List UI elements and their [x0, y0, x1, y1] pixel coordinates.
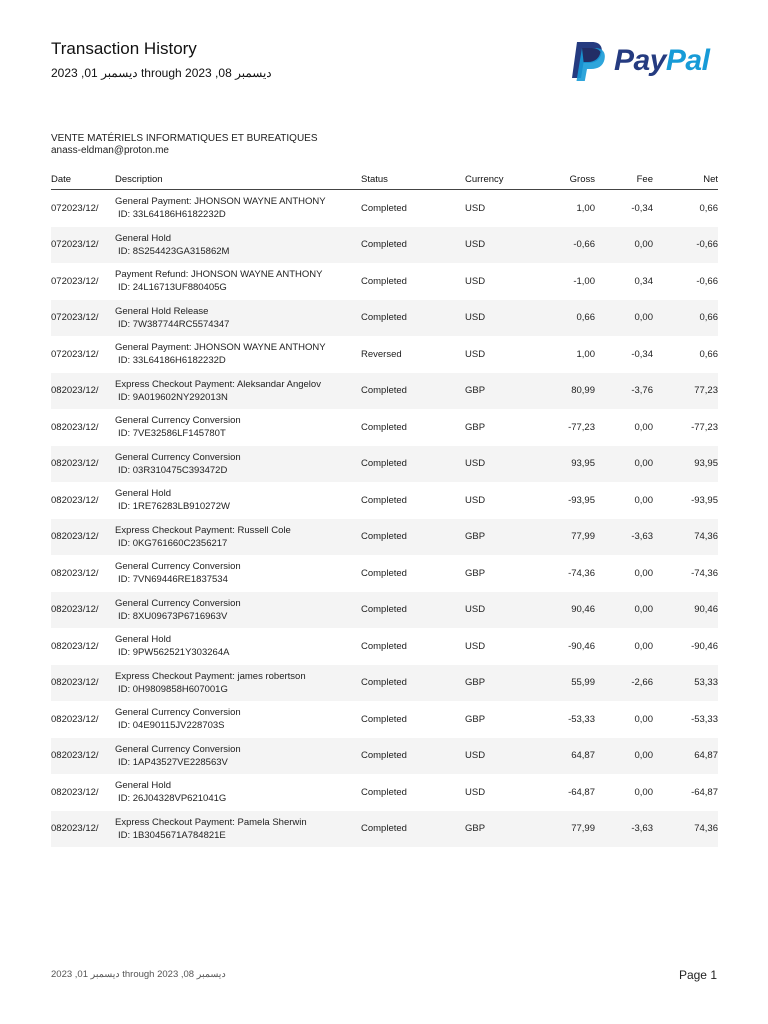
cell-gross: -77,23 [568, 421, 595, 433]
cell-currency: GBP [465, 567, 486, 579]
transaction-description: General Hold [115, 634, 171, 646]
cell-description [115, 336, 361, 373]
cell-date: 082023/12/ [51, 567, 99, 579]
cell-status: Completed [361, 300, 465, 337]
cell-date: 082023/12/ [51, 592, 115, 629]
transaction-description: General Hold [115, 232, 171, 244]
table-row [51, 446, 718, 483]
cell-description [115, 227, 361, 264]
cell-status: Completed [361, 373, 465, 410]
cell-status: Completed [361, 446, 465, 483]
cell-description [115, 592, 361, 629]
cell-net: -74,36 [691, 567, 718, 579]
col-net: Net [653, 170, 718, 190]
paypal-logo [568, 40, 740, 82]
cell-gross: -53,33 [568, 713, 595, 725]
cell-currency: USD [465, 300, 537, 337]
cell-fee: 0,00 [595, 738, 653, 775]
cell-net: -0,66 [696, 275, 718, 287]
cell-status: Completed [361, 421, 407, 433]
transaction-description: General Currency Conversion [115, 597, 241, 609]
footer-date-range: ديسمبر 01, 2023 through ديسمبر 08, 2023 [51, 969, 226, 980]
cell-fee: 0,00 [595, 227, 653, 264]
cell-currency: USD [465, 592, 537, 629]
transaction-id: ID: 0H9809858H607001G [118, 683, 228, 695]
merchant-name: VENTE MATÉRIELS INFORMATIQUES ET BUREATIQUES [51, 133, 318, 144]
transaction-id: ID: 0KG761660C2356217 [118, 537, 228, 549]
cell-currency: GBP [465, 421, 486, 433]
cell-date: 072023/12/ [51, 300, 115, 337]
transaction-description: General Hold Release [115, 305, 209, 317]
table-row [51, 227, 718, 264]
table-row [51, 592, 718, 629]
cell-date: 082023/12/ [51, 519, 115, 556]
cell-status: Completed [361, 738, 465, 775]
cell-fee: 0,00 [634, 567, 653, 579]
cell-date: 082023/12/ [51, 494, 99, 506]
cell-status: Completed [361, 665, 465, 702]
cell-description [115, 482, 361, 519]
cell-fee: 0,00 [634, 713, 653, 725]
transaction-id: ID: 8XU09673P6716963V [118, 610, 228, 622]
table-header-row [51, 170, 718, 190]
cell-date: 082023/12/ [51, 373, 115, 410]
cell-net: 0,66 [699, 202, 718, 214]
cell-description [115, 701, 361, 738]
cell-status: Completed [361, 567, 407, 579]
cell-description [115, 738, 361, 775]
transaction-description: General Currency Conversion [115, 451, 241, 463]
paypal-p-icon [568, 40, 608, 82]
cell-gross: -1,00 [573, 275, 595, 287]
cell-description [115, 774, 361, 811]
cell-net: -53,33 [691, 713, 718, 725]
cell-description [115, 665, 361, 702]
cell-status: Completed [361, 811, 465, 848]
table-row [51, 300, 718, 337]
cell-status: Reversed [361, 348, 402, 360]
transaction-description: General Currency Conversion [115, 707, 241, 719]
cell-description [115, 300, 361, 337]
cell-currency: USD [465, 446, 537, 483]
cell-date: 082023/12/ [51, 421, 99, 433]
transaction-description: General Payment: JHONSON WAYNE ANTHONY [115, 342, 326, 354]
cell-status: Completed [361, 592, 465, 629]
transaction-description: General Currency Conversion [115, 743, 241, 755]
cell-status: Completed [361, 227, 465, 264]
cell-net: 64,87 [653, 738, 718, 775]
cell-gross: -74,36 [568, 567, 595, 579]
cell-fee: 0,00 [634, 786, 653, 798]
cell-date: 072023/12/ [51, 202, 99, 214]
cell-gross: 77,99 [537, 519, 595, 556]
cell-date: 072023/12/ [51, 275, 99, 287]
cell-fee: 0,00 [595, 592, 653, 629]
cell-date: 082023/12/ [51, 640, 99, 652]
col-fee: Fee [595, 170, 653, 190]
cell-description [115, 628, 361, 665]
table-row [51, 701, 718, 738]
transaction-description: Payment Refund: JHONSON WAYNE ANTHONY [115, 269, 323, 281]
table-row [51, 336, 718, 373]
transaction-id: ID: 8S254423GA315862M [118, 245, 230, 257]
table-row [51, 774, 718, 811]
cell-currency: USD [465, 202, 486, 214]
transaction-id: ID: 24L16713UF880405G [118, 282, 227, 294]
cell-net: -0,66 [653, 227, 718, 264]
cell-net: 74,36 [653, 519, 718, 556]
cell-gross: -90,46 [568, 640, 595, 652]
cell-net: 93,95 [653, 446, 718, 483]
cell-net: 77,23 [653, 373, 718, 410]
cell-gross: -0,66 [537, 227, 595, 264]
cell-gross: -64,87 [568, 786, 595, 798]
cell-gross: -93,95 [568, 494, 595, 506]
cell-currency: USD [465, 786, 486, 798]
table-row [51, 811, 718, 848]
cell-net: 53,33 [653, 665, 718, 702]
table-row [51, 738, 718, 775]
cell-fee: 0,00 [634, 640, 653, 652]
cell-currency: GBP [465, 373, 537, 410]
cell-status: Completed [361, 494, 407, 506]
cell-date: 072023/12/ [51, 348, 99, 360]
transaction-id: ID: 7VN69446RE1837534 [118, 574, 228, 586]
transaction-id: ID: 1B3045671A784821E [118, 829, 226, 841]
cell-description [115, 373, 361, 410]
col-currency: Currency [465, 170, 537, 190]
cell-net: 0,66 [699, 348, 718, 360]
cell-description [115, 409, 361, 446]
cell-date: 082023/12/ [51, 786, 99, 798]
cell-net: 0,66 [653, 300, 718, 337]
cell-description [115, 446, 361, 483]
transaction-id: ID: 1AP43527VE228563V [118, 756, 228, 768]
cell-net: 74,36 [653, 811, 718, 848]
transaction-id: ID: 26J04328VP621041G [118, 793, 227, 805]
transaction-description: General Payment: JHONSON WAYNE ANTHONY [115, 196, 326, 208]
cell-currency: GBP [465, 665, 537, 702]
transaction-description: General Currency Conversion [115, 561, 241, 573]
transaction-id: ID: 7VE32586LF145780T [118, 428, 226, 440]
cell-fee: 0,00 [595, 446, 653, 483]
table-row [51, 409, 718, 446]
cell-gross: 0,66 [537, 300, 595, 337]
merchant-info [51, 133, 318, 156]
transaction-id: ID: 7W387744RC5574347 [118, 318, 230, 330]
transaction-id: ID: 9PW562521Y303264A [118, 647, 230, 659]
cell-status: Completed [361, 519, 465, 556]
cell-currency: GBP [465, 713, 486, 725]
cell-currency: USD [465, 738, 537, 775]
cell-description [115, 263, 361, 300]
col-description: Description [115, 170, 361, 190]
transaction-id: ID: 9A019602NY292013N [118, 391, 228, 403]
table-body [51, 190, 718, 848]
page-title: Transaction History [51, 39, 197, 58]
cell-net: -64,87 [691, 786, 718, 798]
cell-currency: USD [465, 348, 486, 360]
cell-currency: USD [465, 640, 486, 652]
cell-currency: GBP [465, 811, 537, 848]
table-row [51, 263, 718, 300]
transaction-description: General Currency Conversion [115, 415, 241, 427]
transaction-description: Express Checkout Payment: Aleksandar Angelov [115, 378, 321, 390]
table-row [51, 555, 718, 592]
cell-currency: GBP [465, 519, 537, 556]
table-row [51, 190, 718, 227]
cell-date: 082023/12/ [51, 738, 115, 775]
transaction-description: General Hold [115, 780, 171, 792]
col-date: Date [51, 170, 115, 190]
transaction-id: ID: 33L64186H6182232D [118, 355, 226, 367]
cell-description [115, 190, 361, 227]
cell-gross: 55,99 [537, 665, 595, 702]
cell-net: 90,46 [653, 592, 718, 629]
cell-date: 082023/12/ [51, 713, 99, 725]
cell-currency: USD [465, 275, 486, 287]
cell-fee: -0,34 [631, 348, 653, 360]
cell-fee: 0,00 [634, 494, 653, 506]
cell-date: 082023/12/ [51, 446, 115, 483]
cell-gross: 93,95 [537, 446, 595, 483]
transactions-table [51, 170, 718, 847]
cell-fee: 0,34 [634, 275, 653, 287]
date-range: ديسمبر 01, 2023 through ديسمبر 08, 2023 [51, 66, 272, 80]
cell-status: Completed [361, 275, 407, 287]
col-gross: Gross [537, 170, 595, 190]
table-row [51, 519, 718, 556]
cell-fee: 0,00 [595, 300, 653, 337]
cell-gross: 1,00 [576, 202, 595, 214]
transaction-description: Express Checkout Payment: james robertson [115, 670, 306, 682]
table-row [51, 482, 718, 519]
cell-currency: USD [465, 227, 537, 264]
cell-net: -77,23 [691, 421, 718, 433]
cell-date: 082023/12/ [51, 811, 115, 848]
cell-fee: -3,76 [595, 373, 653, 410]
cell-gross: 1,00 [576, 348, 595, 360]
cell-gross: 64,87 [537, 738, 595, 775]
paypal-wordmark: PayPal [614, 44, 710, 77]
table-row [51, 665, 718, 702]
cell-status: Completed [361, 786, 407, 798]
cell-gross: 77,99 [537, 811, 595, 848]
cell-currency: USD [465, 494, 486, 506]
transaction-id: ID: 1RE76283LB910272W [118, 501, 230, 513]
cell-status: Completed [361, 202, 407, 214]
cell-description [115, 519, 361, 556]
merchant-email: anass-eldman@proton.me [51, 145, 169, 156]
col-status: Status [361, 170, 465, 190]
cell-description [115, 811, 361, 848]
table-row [51, 373, 718, 410]
transaction-description: General Hold [115, 488, 171, 500]
cell-fee: -0,34 [631, 202, 653, 214]
cell-status: Completed [361, 640, 407, 652]
cell-fee: -3,63 [595, 811, 653, 848]
cell-fee: -2,66 [595, 665, 653, 702]
transaction-id: ID: 33L64186H6182232D [118, 209, 226, 221]
transaction-id: ID: 03R310475C393472D [118, 464, 228, 476]
cell-fee: -3,63 [595, 519, 653, 556]
page-number: Page 1 [678, 968, 717, 982]
transaction-description: Express Checkout Payment: Pamela Sherwin [115, 816, 307, 828]
cell-fee: 0,00 [634, 421, 653, 433]
cell-description [115, 555, 361, 592]
cell-net: -93,95 [691, 494, 718, 506]
cell-gross: 80,99 [537, 373, 595, 410]
cell-status: Completed [361, 713, 407, 725]
cell-date: 072023/12/ [51, 227, 115, 264]
transaction-id: ID: 04E90115JV228703S [118, 720, 225, 732]
cell-date: 082023/12/ [51, 665, 115, 702]
transaction-description: Express Checkout Payment: Russell Cole [115, 524, 291, 536]
cell-net: -90,46 [691, 640, 718, 652]
table-row [51, 628, 718, 665]
cell-gross: 90,46 [537, 592, 595, 629]
